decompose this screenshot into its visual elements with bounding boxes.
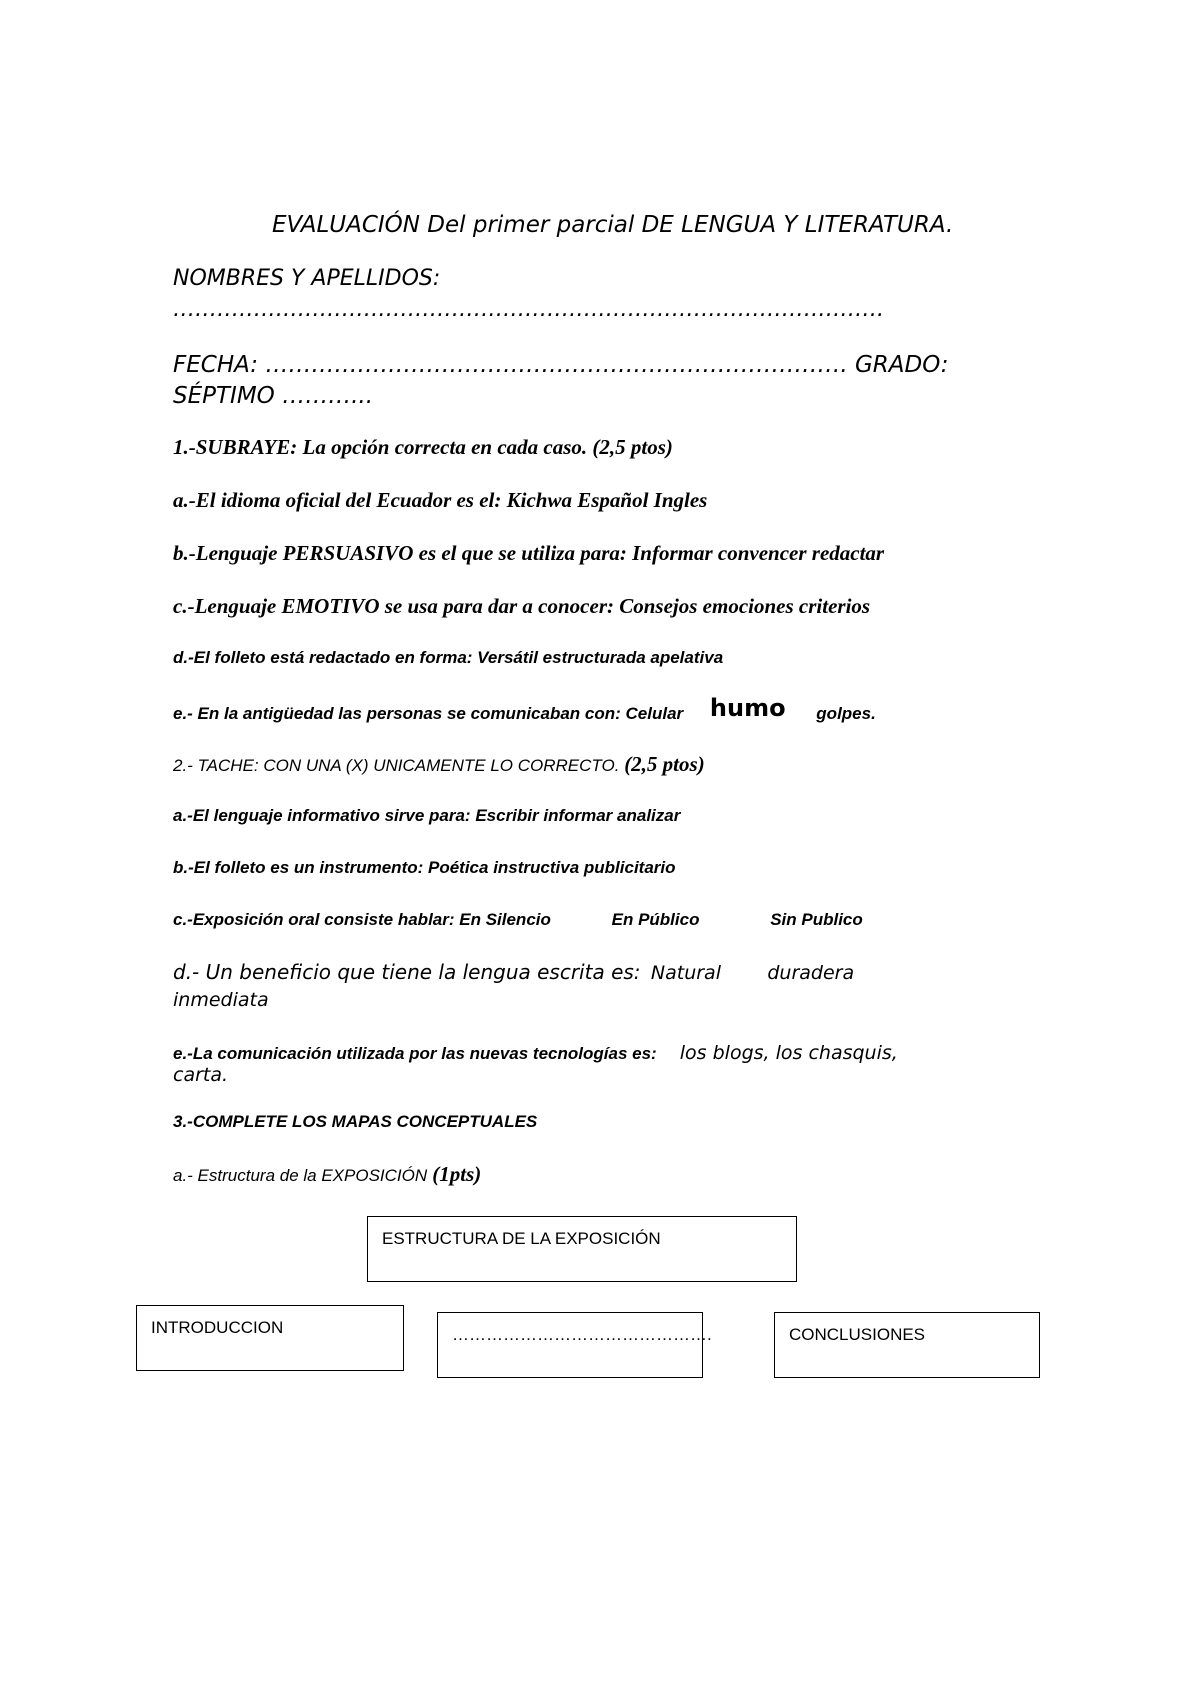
concept-map-conclusiones-box: CONCLUSIONES bbox=[774, 1312, 1040, 1378]
section2-item-b: b.-El folleto es un instrumento: Poética instructiva publicitario bbox=[173, 858, 676, 877]
section2-heading bbox=[173, 752, 705, 777]
section1-item-e-suffix: golpes. bbox=[816, 704, 876, 723]
concept-map-introduccion-box: INTRODUCCION bbox=[136, 1305, 404, 1371]
section2-item-d-option2: duradera bbox=[767, 962, 855, 984]
section2-item-e-prefix: e.-La comunicación utilizada por las nuevas tecnologías es: bbox=[173, 1044, 657, 1063]
section1-item-a: a.-El idioma oficial del Ecuador es el: Kichwa Español Ingles bbox=[173, 488, 708, 512]
section1-item-c: c.-Lenguaje EMOTIVO se usa para dar a conocer: Consejos emociones criterios bbox=[173, 594, 871, 618]
section2-item-c-option3: Sin Publico bbox=[770, 910, 863, 929]
section2-item-a: a.-El lenguaje informativo sirve para: Escribir informar analizar bbox=[173, 806, 681, 825]
names-label: NOMBRES Y APELLIDOS: bbox=[173, 266, 441, 291]
section2-item-d bbox=[173, 960, 854, 984]
section1-item-e-humo: humo bbox=[709, 694, 786, 722]
section2-heading-points: (2,5 ptos) bbox=[624, 752, 705, 776]
concept-map-blank-box[interactable]: ………………………………………. bbox=[437, 1312, 703, 1378]
section3-item-a bbox=[173, 1162, 481, 1187]
section3-heading: 3.-COMPLETE LOS MAPAS CONCEPTUALES bbox=[173, 1112, 538, 1131]
section2-item-c-prefix: c.-Exposición oral consiste hablar: En Silencio bbox=[173, 910, 551, 929]
section2-heading-main: 2.- TACHE: CON UNA (X) UNICAMENTE LO CORRECTO. bbox=[173, 756, 620, 775]
section2-item-c bbox=[173, 910, 863, 930]
section1-item-d: d.-El folleto está redactado en forma: Versátil estructurada apelativa bbox=[173, 648, 724, 667]
section3-item-a-points: (1pts) bbox=[432, 1162, 482, 1186]
grade-value-line: SÉPTIMO ………... bbox=[173, 383, 374, 409]
date-grade-line: FECHA: …………………………………………………………………. GRADO: bbox=[173, 352, 949, 378]
section1-heading: 1.-SUBRAYE: La opción correcta en cada caso. (2,5 ptos) bbox=[173, 435, 673, 459]
section3-item-a-label: a.- Estructura de la EXPOSICIÓN bbox=[173, 1166, 428, 1185]
section2-item-e bbox=[173, 1042, 898, 1064]
section2-item-e-line2: carta. bbox=[173, 1064, 229, 1086]
names-blank: ……………………………………………………………………………………. bbox=[173, 297, 884, 322]
section2-item-d-option1: Natural bbox=[650, 962, 721, 984]
section1-item-e-prefix: e.- En la antigüedad las personas se comunicaban con: Celular bbox=[173, 704, 684, 723]
section2-item-e-options: los blogs, los chasquis, bbox=[679, 1042, 898, 1064]
page-title: EVALUACIÓN Del primer parcial DE LENGUA Y LITERATURA. bbox=[272, 212, 954, 238]
section2-item-d-line2: inmediata bbox=[173, 989, 269, 1011]
section1-item-e bbox=[173, 694, 876, 725]
section2-item-c-option2: En Público bbox=[611, 910, 700, 929]
concept-map-root-box: ESTRUCTURA DE LA EXPOSICIÓN bbox=[367, 1216, 797, 1282]
section2-item-d-prefix: d.- Un beneficio que tiene la lengua escrita es: bbox=[173, 960, 641, 984]
section1-item-b: b.-Lenguaje PERSUASIVO es el que se utiliza para: Informar convencer redactar bbox=[173, 541, 885, 565]
